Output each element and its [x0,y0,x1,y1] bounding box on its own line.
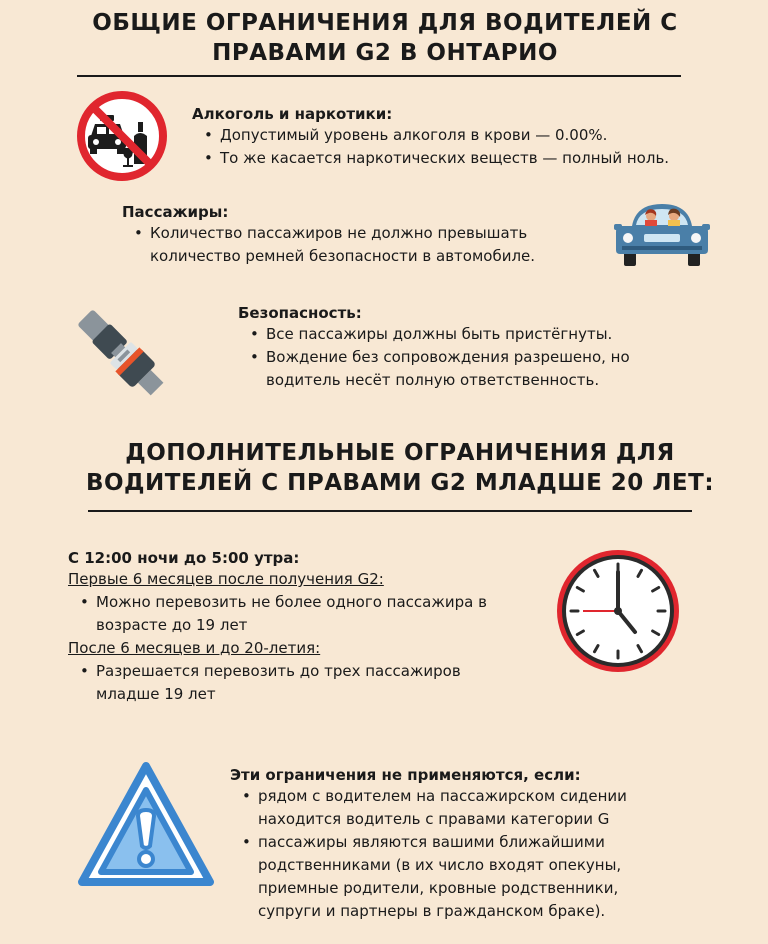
safety-heading: Безопасность: [238,304,362,322]
list-item: • Разрешается перевозить до трех пассажиров младше 19 лет [80,660,520,706]
seatbelt-icon [68,300,174,406]
car-passengers-icon [614,198,710,270]
section1-title [60,8,710,68]
passengers-heading: Пассажиры: [122,203,229,221]
list-item: • То же касается наркотических веществ — полный ноль. [204,147,712,170]
no-drink-driving-icon [74,88,170,184]
alcohol-block [192,104,712,170]
exceptions-heading: Эти ограничения не применяются, если: [230,766,581,784]
list-item: • Вождение без сопровождения разрешено, но водитель несёт полную ответственность. [250,346,660,392]
list-item: • Количество пассажиров не должно превышать количество ремней безопасности в автомобиле. [134,222,554,268]
period1-label: Первые 6 месяцев после получения G2: [68,570,384,588]
section1-title-line1: ОБЩИЕ ОГРАНИЧЕНИЯ ДЛЯ ВОДИТЕЛЕЙ С [92,10,678,36]
alcohol-heading: Алкоголь и наркотики: [192,105,393,123]
clock-icon [555,548,681,674]
exceptions-block [230,765,650,923]
section2-divider [88,510,692,512]
safety-block [238,303,708,392]
list-item: • пассажиры являются вашими ближайшими родственниками (в их число входят опекуны, приемные родители, кровные родственники, супруги и партнеры в гражданском браке). [242,831,642,923]
passengers-block [122,202,562,268]
list-item: • Допустимый уровень алкоголя в крови — 0.00%. [204,124,712,147]
list-item: • Можно перевозить не более одного пассажира в возрасте до 19 лет [80,591,520,637]
period2-label: После 6 месяцев и до 20-летия: [68,639,321,657]
section2-title-line2: ВОДИТЕЛЕЙ С ПРАВАМИ G2 МЛАДШЕ 20 ЛЕТ: [85,470,715,496]
list-item: • рядом с водителем на пассажирском сидении находится водитель с правами категории G [242,785,642,831]
section2-title [80,438,720,498]
warning-icon [78,760,214,890]
section1-divider [77,75,681,77]
night-block [68,548,528,706]
night-heading: С 12:00 ночи до 5:00 утра: [68,549,300,567]
section1-title-line2: ПРАВАМИ G2 В ОНТАРИО [212,40,558,66]
section2-title-line1: ДОПОЛНИТЕЛЬНЫЕ ОГРАНИЧЕНИЯ ДЛЯ [125,440,675,466]
list-item: • Все пассажиры должны быть пристёгнуты. [250,323,660,346]
